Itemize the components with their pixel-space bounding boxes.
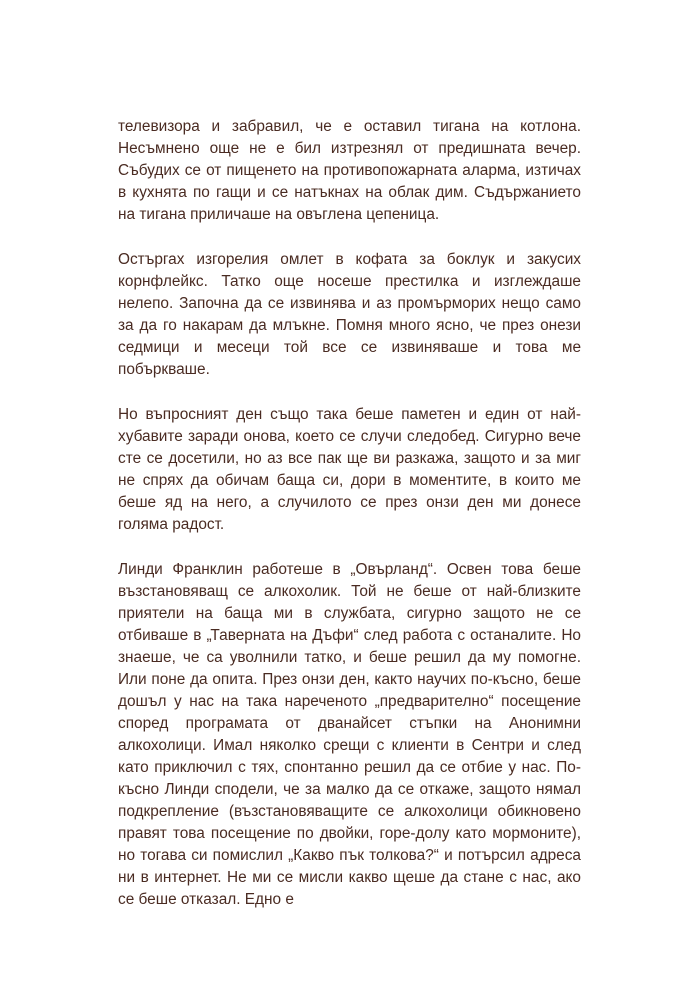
paragraph-2: Остъргах изгорелия омлет в кофата за боклук и закусих корнфлейкс. Татко още носеше престилка и изглеждаше нелепо. Започна да се извинява и аз промърморих нещо само за да го накарам да млъкне. Помня много ясно, че през онези седмици и месеци той все се извиняваше и това ме побъркваше.	[118, 251, 581, 378]
paragraph-4: Линди Франклин работеше в „Овърланд“. Освен това беше възстановяващ се алкохолик. Той не беше от най-близките приятели на баща ми в службата, сигурно защото не се отбиваше в „Таверната на Дъфи“ след работа с останалите. Но знаеше, че са уволнили татко, и беше решил да му помогне. Или поне да опита. През онзи ден, както научих по-късно, беше дошъл у нас на така нареченото „предварително“ посещение според програмата от дванайсет стъпки на Анонимни алкохолици. Имал няколко срещи с клиенти в Сентри и след като приключил с тях, спонтанно решил да се отбие у нас. По-късно Линди сподели, че за малко да се откаже, защото нямал подкрепление (възстановяващите се алкохолици обикновено правят това посещение по двойки, горе-долу като мормоните), но тогава си помислил „Какво пък толкова?“ и потърсил адреса ни в интернет. Не ми се мисли какво щеше да стане с нас, ако се беше отказал. Едно е	[118, 561, 581, 908]
paragraph-1: телевизора и забравил, че е оставил тигана на котлона. Несъмнено още не е бил изтрезнял от предишната вечер. Събудих се от пищенето на противопожарната аларма, изтичах в кухнята по гащи и се натъкнах на облак дим. Съдържанието на тигана приличаше на овъглена цепеница.	[118, 118, 581, 223]
paragraph-3: Но въпросният ден също така беше паметен и един от най-хубавите заради онова, което се случи следобед. Сигурно вече сте се досетили, но аз все пак ще ви разкажа, защото и за миг не спрях да обичам баща си, дори в моментите, в които ме беше яд на него, а случилото се през онзи ден ми донесе голяма радост.	[118, 406, 581, 533]
